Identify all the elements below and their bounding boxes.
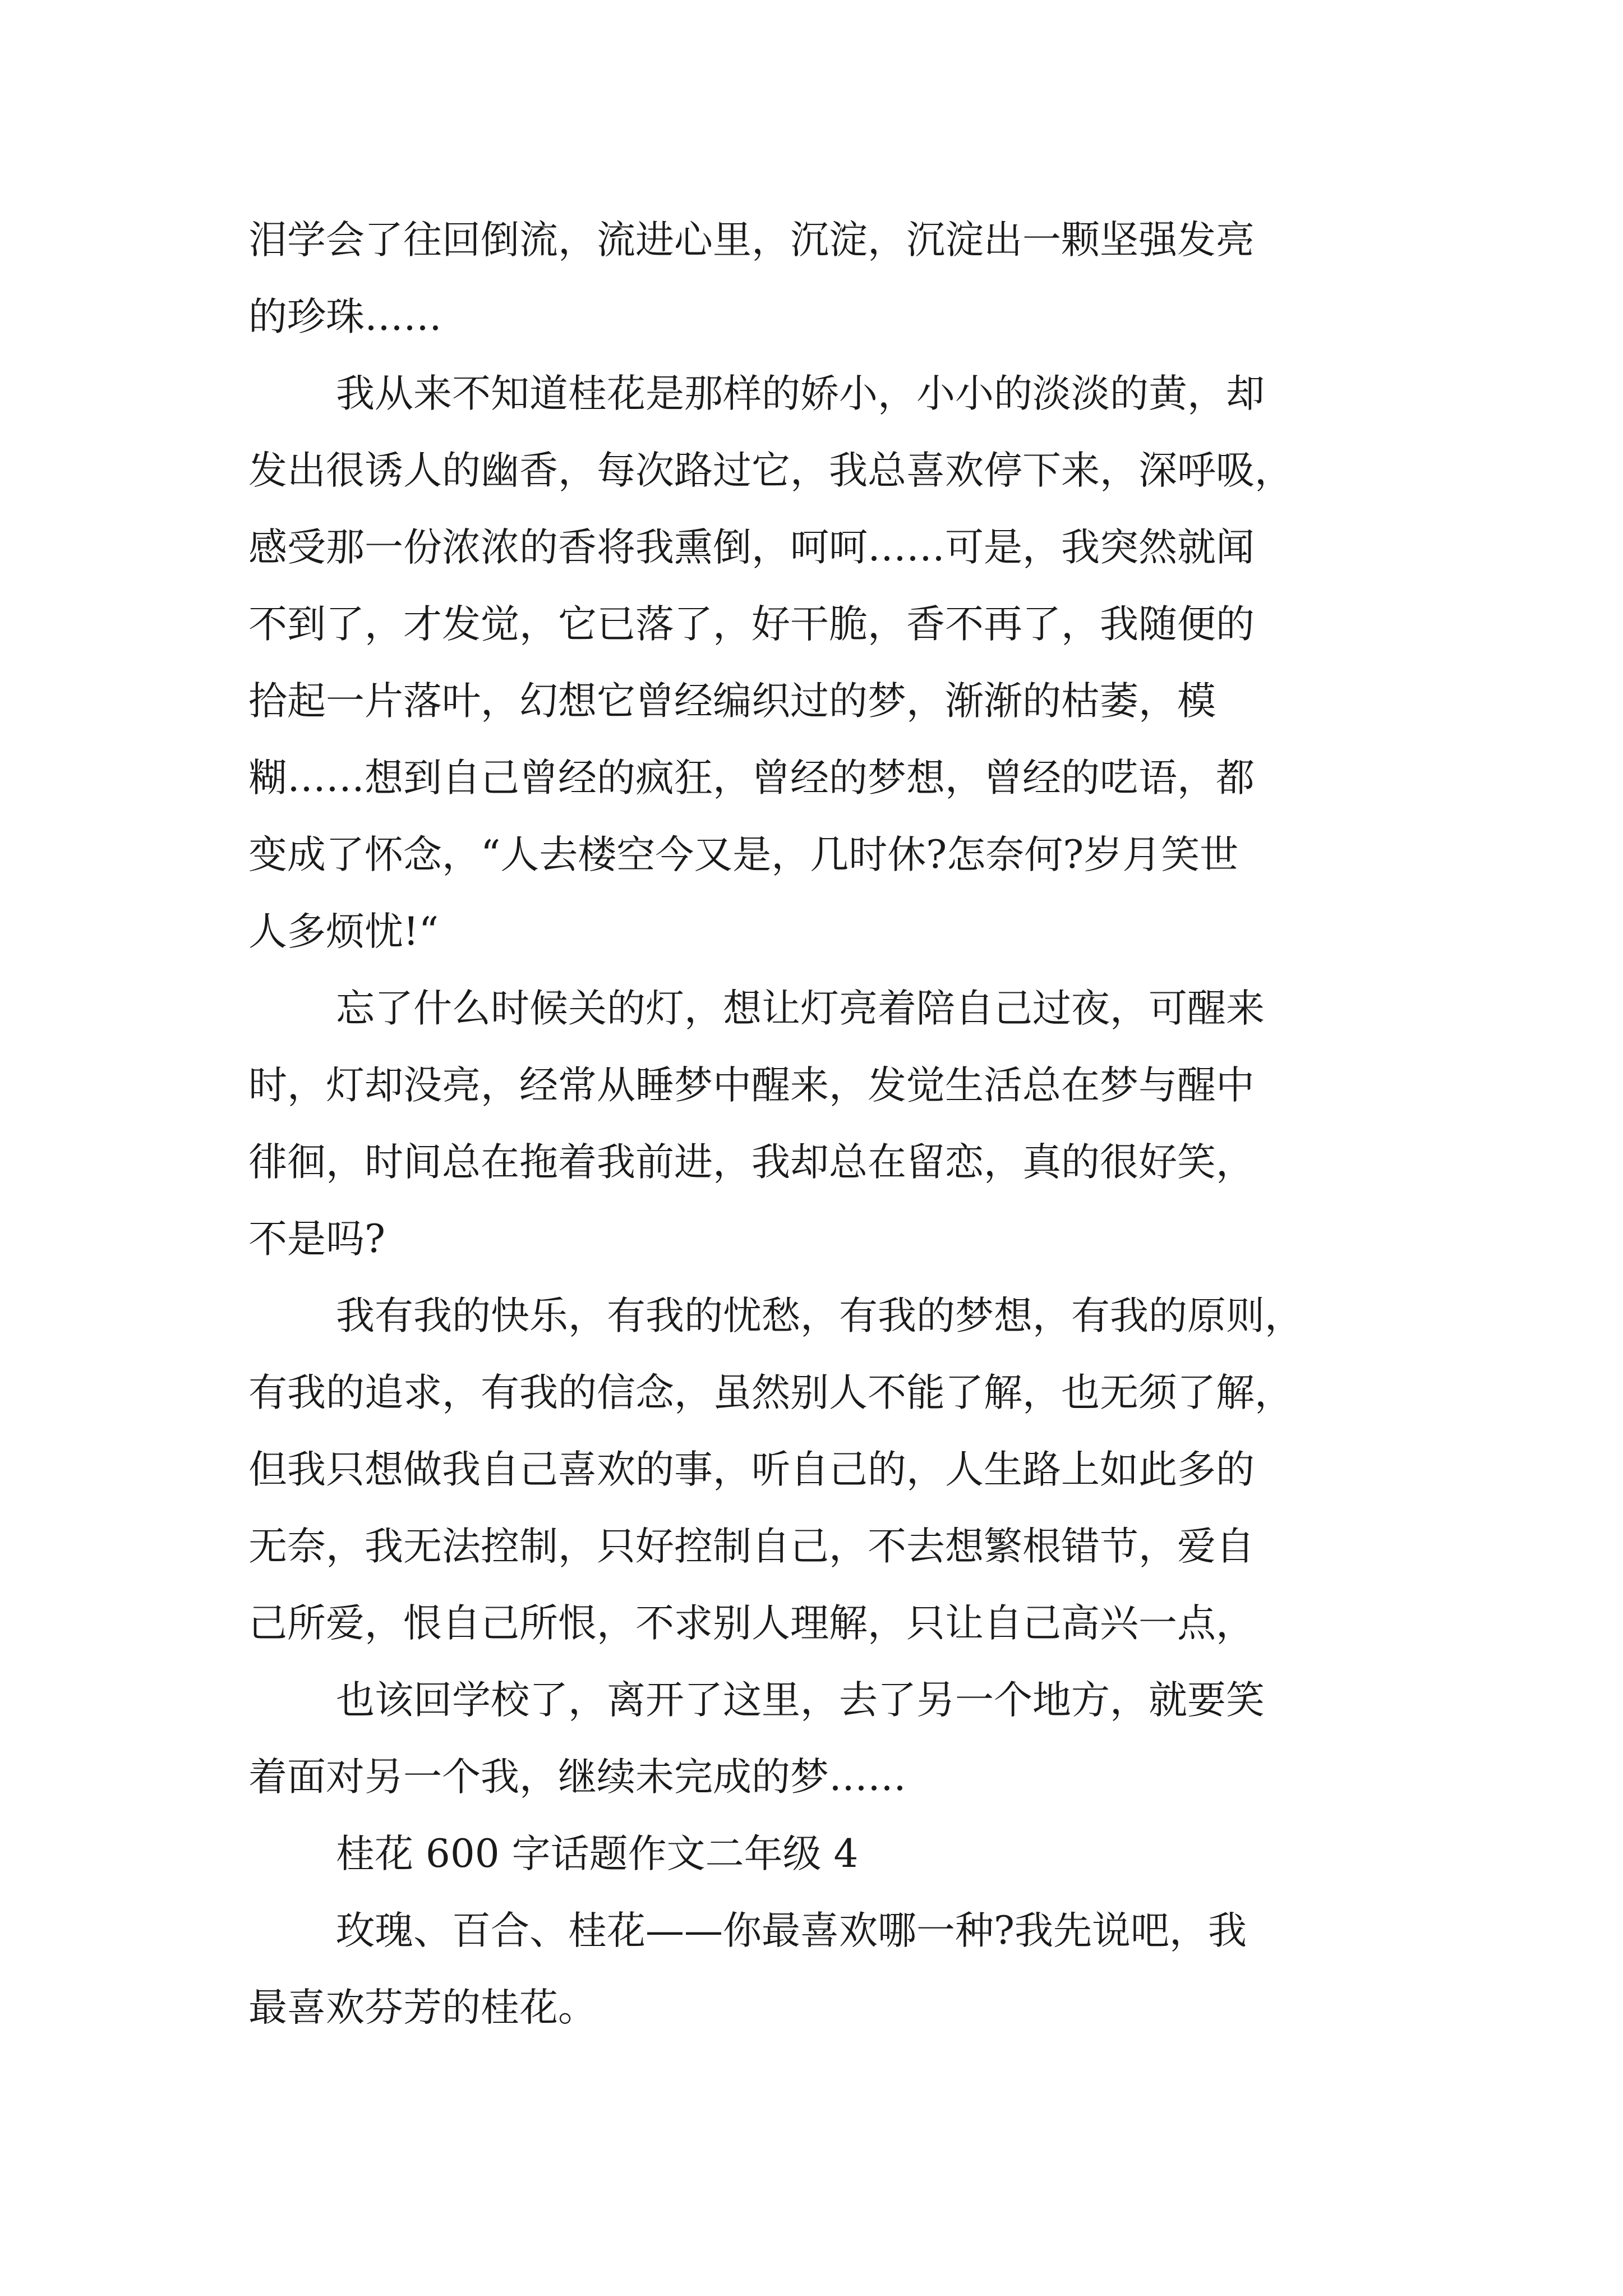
paragraph-first-line: 我有我的快乐，有我的忧愁，有我的梦想，有我的原则， bbox=[336, 1294, 1303, 1338]
paragraph-first-line: 桂花 600 字话题作文二年级 4 bbox=[336, 1832, 859, 1876]
document-body bbox=[248, 202, 1381, 2046]
text-line: 的珍珠…… bbox=[248, 295, 442, 339]
text-line: 无奈，我无法控制，只好控制自己，不去想繁根错节，爱自 bbox=[248, 1524, 1255, 1569]
text-line: 糊……想到自己曾经的疯狂，曾经的梦想，曾经的呓语，都 bbox=[248, 756, 1255, 800]
text-line: 但我只想做我自己喜欢的事，听自己的，人生路上如此多的 bbox=[248, 1447, 1255, 1492]
text-line: 己所爱，恨自己所恨，不求别人理解，只让自己高兴一点， bbox=[248, 1601, 1255, 1646]
paragraph-first-line: 忘了什么时候关的灯，想让灯亮着陪自己过夜，可醒来 bbox=[336, 986, 1265, 1031]
text-line: 不是吗? bbox=[248, 1217, 385, 1262]
text-line: 感受那一份浓浓的香将我熏倒，呵呵……可是，我突然就闻 bbox=[248, 525, 1255, 570]
text-line: 最喜欢芬芳的桂花。 bbox=[248, 1985, 597, 2030]
text-line: 人多烦忧!“ bbox=[248, 909, 439, 954]
paragraph-first-line: 玫瑰、百合、桂花——你最喜欢哪一种?我先说吧，我 bbox=[336, 1908, 1247, 1953]
paragraph-first-line: 也该回学校了，离开了这里，去了另一个地方，就要笑 bbox=[336, 1678, 1265, 1723]
paragraph-first-line: 我从来不知道桂花是那样的娇小，小小的淡淡的黄，却 bbox=[336, 371, 1265, 416]
text-line: 不到了，才发觉，它已落了，好干脆，香不再了，我随便的 bbox=[248, 602, 1255, 647]
text-line: 时，灯却没亮，经常从睡梦中醒来，发觉生活总在梦与醒中 bbox=[248, 1063, 1255, 1108]
text-line: 变成了怀念，“人去楼空今又是，几时休?怎奈何?岁月笑世 bbox=[248, 832, 1239, 877]
text-line: 发出很诱人的幽香，每次路过它，我总喜欢停下来，深呼吸， bbox=[248, 448, 1293, 493]
text-line: 拾起一片落叶，幻想它曾经编织过的梦，渐渐的枯萎，模 bbox=[248, 679, 1216, 724]
text-line: 泪学会了往回倒流，流进心里，沉淀，沉淀出一颗坚强发亮 bbox=[248, 218, 1255, 263]
text-line: 着面对另一个我，继续未完成的梦…… bbox=[248, 1755, 906, 1800]
text-line: 有我的追求，有我的信念，虽然别人不能了解，也无须了解， bbox=[248, 1370, 1293, 1415]
text-line: 徘徊，时间总在拖着我前进，我却总在留恋，真的很好笑， bbox=[248, 1140, 1255, 1185]
